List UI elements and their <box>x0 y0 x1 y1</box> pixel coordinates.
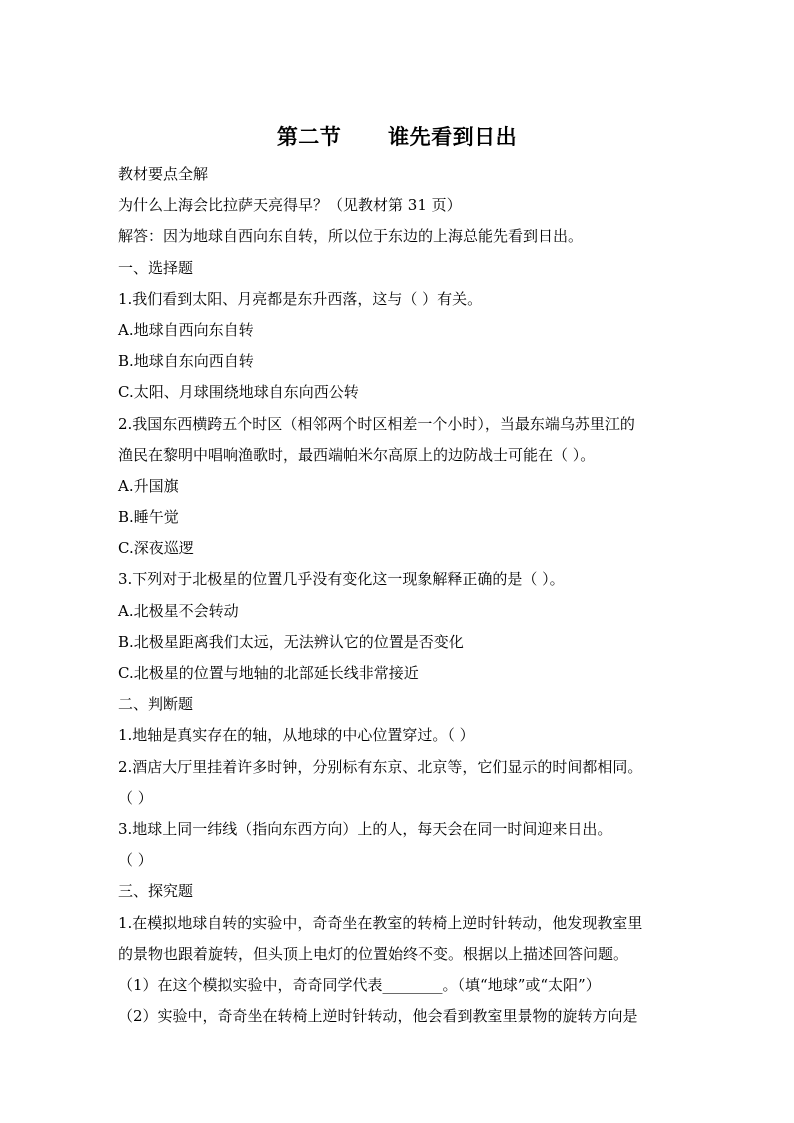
inquiry-1: 1.在模拟地球自转的实验中，奇奇坐在教室的转椅上逆时针转动，他发现教室里 <box>118 913 643 932</box>
section-heading-judgment: 二、判断题 <box>118 695 194 714</box>
question-2-continued: 渔民在黎明中唱响渔歌时，最西端帕米尔高原上的边防战士可能在（ ）。 <box>118 445 596 464</box>
option-a: A.北极星不会转动 <box>118 601 239 620</box>
answer-text: 解答：因为地球自西向东自转，所以位于东边的上海总能先看到日出。 <box>118 227 584 246</box>
question-1: 1.我们看到太阳、月亮都是东升西落，这与（ ）有关。 <box>118 289 483 308</box>
option-c: C.深夜巡逻 <box>118 539 194 558</box>
judgment-1: 1.地轴是真实存在的轴，从地球的中心位置穿过。（ ） <box>118 726 475 745</box>
option-a: A.升国旗 <box>118 476 179 495</box>
page-title: 第二节 谁先看到日出 <box>276 125 518 149</box>
inquiry-1-continued: 的景物也跟着旋转，但头顶上电灯的位置始终不变。根据以上描述回答问题。 <box>118 944 629 963</box>
section-heading-inquiry: 三、探究题 <box>118 882 194 901</box>
option-a: A.地球自西向东自转 <box>118 320 254 339</box>
judgment-2-blank: （ ） <box>118 788 153 807</box>
option-b: B.睡午觉 <box>118 508 179 527</box>
textbook-question: 为什么上海会比拉萨天亮得早？（见教材第 31 页） <box>118 196 462 215</box>
judgment-3-blank: （ ） <box>118 851 153 870</box>
inquiry-sub-1: （1）在这个模拟实验中，奇奇同学代表________。（填“地球”或“太阳”） <box>118 975 601 994</box>
option-b: B.地球自东向西自转 <box>118 352 254 371</box>
judgment-2: 2.酒店大厅里挂着许多时钟，分别标有东京、北京等，它们显示的时间都相同。 <box>118 757 643 776</box>
section-heading-choice: 一、选择题 <box>118 258 194 277</box>
section-heading: 教材要点全解 <box>118 165 209 183</box>
inquiry-sub-2: （2）实验中，奇奇坐在转椅上逆时针转动，他会看到教室里景物的旋转方向是 <box>118 1007 638 1026</box>
option-b: B.北极星距离我们太远，无法辨认它的位置是否变化 <box>118 632 464 651</box>
judgment-3: 3.地球上同一纬线（指向东西方向）上的人，每天会在同一时间迎来日出。 <box>118 819 613 838</box>
question-2: 2.我国东西横跨五个时区（相邻两个时区相差一个小时），当最东端乌苏里江的 <box>118 414 635 433</box>
question-3: 3.下列对于北极星的位置几乎没有变化这一现象解释正确的是（ ）。 <box>118 570 565 589</box>
option-c: C.北极星的位置与地轴的北部延长线非常接近 <box>118 664 419 682</box>
document-body <box>118 159 678 1032</box>
option-c: C.太阳、月球围绕地球自东向西公转 <box>118 383 359 402</box>
